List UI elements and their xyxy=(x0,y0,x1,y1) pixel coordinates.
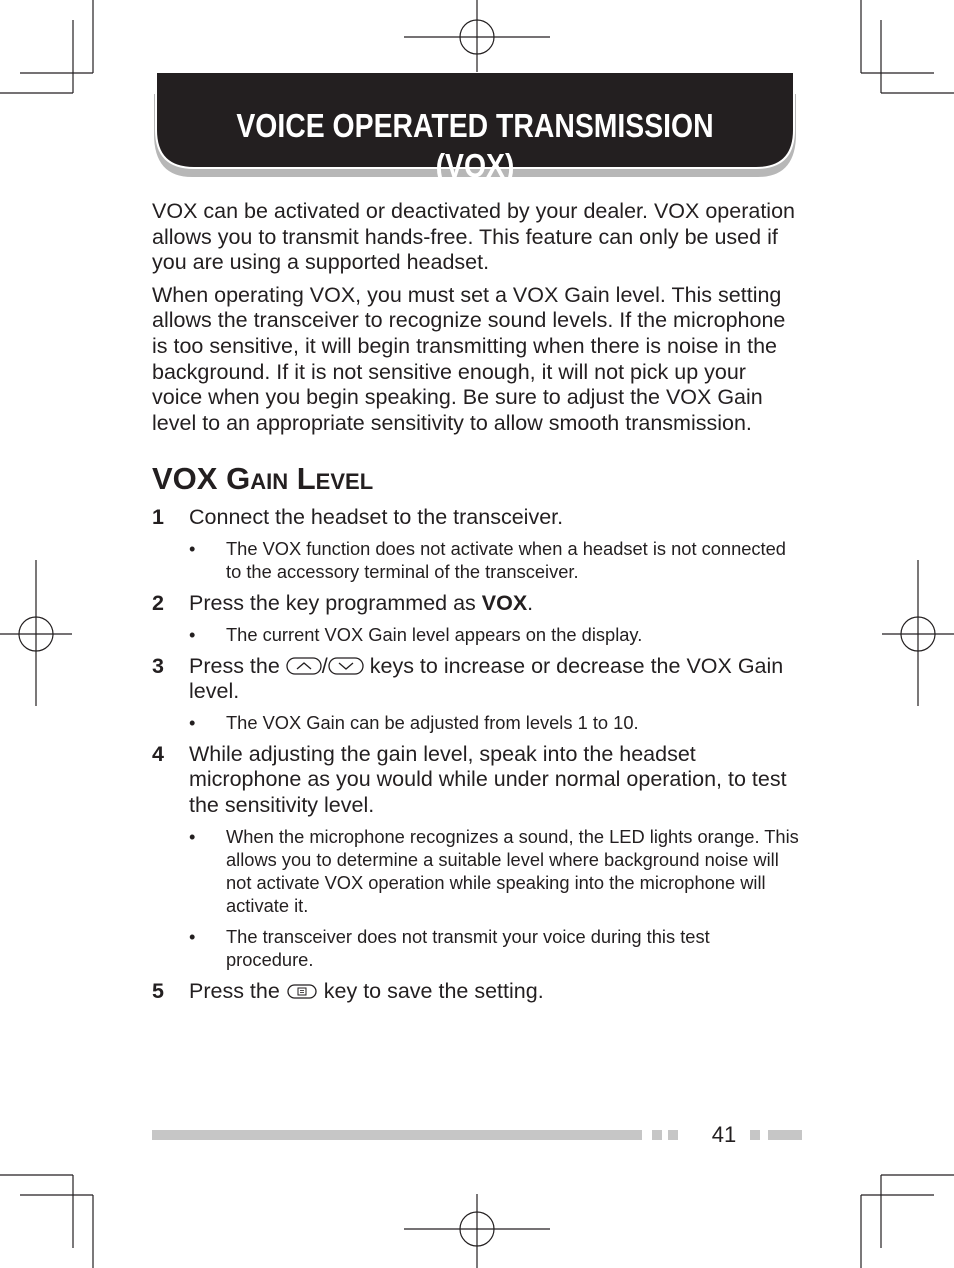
step-3 xyxy=(152,654,802,705)
vox-key-label: VOX xyxy=(481,590,528,615)
note-item xyxy=(152,623,802,646)
note-text: When the microphone recognizes a sound, the LED lights orange. This allows you to determine a suitable level where background noise will not activate VOX operation while speaking into the microphone will activate it. xyxy=(226,825,799,916)
note-item xyxy=(152,925,802,971)
step-number: 4 xyxy=(152,741,164,766)
step-number: 1 xyxy=(152,505,164,530)
step-number: 3 xyxy=(152,653,164,678)
step-1 xyxy=(152,505,802,531)
section-cap-g: G xyxy=(226,461,251,497)
footer-square xyxy=(668,1130,678,1140)
down-key-icon xyxy=(328,656,364,676)
step-number: 2 xyxy=(152,590,164,615)
section-word-vox: VOX xyxy=(152,461,218,497)
bullet-glyph: • xyxy=(189,711,196,733)
step-slash: / xyxy=(321,653,328,678)
step-text-before: Press the key programmed as xyxy=(189,590,482,615)
menu-key-icon xyxy=(286,981,318,1001)
page-number: 41 xyxy=(711,1122,737,1147)
section-rest-evel: EVEL xyxy=(315,469,374,495)
bullet-glyph: • xyxy=(189,825,196,847)
note-item xyxy=(152,825,802,917)
step-text xyxy=(189,654,802,705)
step-text-after: . xyxy=(527,590,534,615)
intro-paragraph-2: When operating VOX, you must set a VOX Gain level. This setting allows the transceiver to recognize sound levels. If the microphone is too sensitive, it will begin transmitting when there is noise in the background. If it is not sensitive enough, it will not pick up your voice when you begin speaking. Be sure to adjust the VOX Gain level to an appropriate sensitivity to allow smooth transmission. xyxy=(152,282,786,435)
section-rest-ain: AIN xyxy=(250,469,289,495)
step-text-after: key to save the setting. xyxy=(317,978,544,1003)
note-item xyxy=(152,537,802,583)
step-text-before: Press the xyxy=(189,653,286,678)
step-4-notes xyxy=(152,825,802,971)
step-3-notes xyxy=(152,711,802,734)
note-item xyxy=(152,711,802,734)
main-content xyxy=(152,199,802,1004)
footer-square xyxy=(750,1130,760,1140)
step-text: Connect the headset to the transceiver. xyxy=(189,505,564,530)
page-title: VOICE OPERATED TRANSMISSION (VOX) xyxy=(236,107,714,184)
step-number: 5 xyxy=(152,978,164,1003)
step-text-before: Press the xyxy=(189,978,286,1003)
bullet-glyph: • xyxy=(189,925,196,947)
note-text: The current VOX Gain level appears on the display. xyxy=(226,623,643,645)
section-heading xyxy=(152,462,802,499)
step-2 xyxy=(152,591,802,617)
note-text: The transceiver does not transmit your voice during this test procedure. xyxy=(226,925,710,970)
footer-bar-right xyxy=(768,1130,802,1140)
step-text xyxy=(189,591,802,617)
bullet-glyph: • xyxy=(189,537,196,559)
section-cap-l: L xyxy=(296,461,316,497)
footer-square xyxy=(652,1130,662,1140)
up-key-icon xyxy=(286,656,322,676)
step-5 xyxy=(152,979,802,1005)
step-1-notes xyxy=(152,537,802,583)
step-4 xyxy=(152,742,802,819)
intro-paragraph-1: VOX can be activated or deactivated by your dealer. VOX operation allows you to transmit hands-free. This feature can only be used if you are using a supported headset. xyxy=(152,199,795,275)
step-text xyxy=(189,979,802,1005)
step-text: While adjusting the gain level, speak into the headset microphone as you would while under normal operation, to test the sensitivity level. xyxy=(189,741,787,817)
note-text: The VOX Gain can be adjusted from levels 1 to 10. xyxy=(226,711,639,733)
bullet-glyph: • xyxy=(189,623,196,645)
footer-bar xyxy=(152,1130,642,1140)
note-text: The VOX function does not activate when a headset is not connected to the accessory terminal of the transceiver. xyxy=(226,537,786,582)
step-2-notes xyxy=(152,623,802,646)
step-text-after: keys to increase or decrease the VOX Gain level. xyxy=(189,653,784,704)
